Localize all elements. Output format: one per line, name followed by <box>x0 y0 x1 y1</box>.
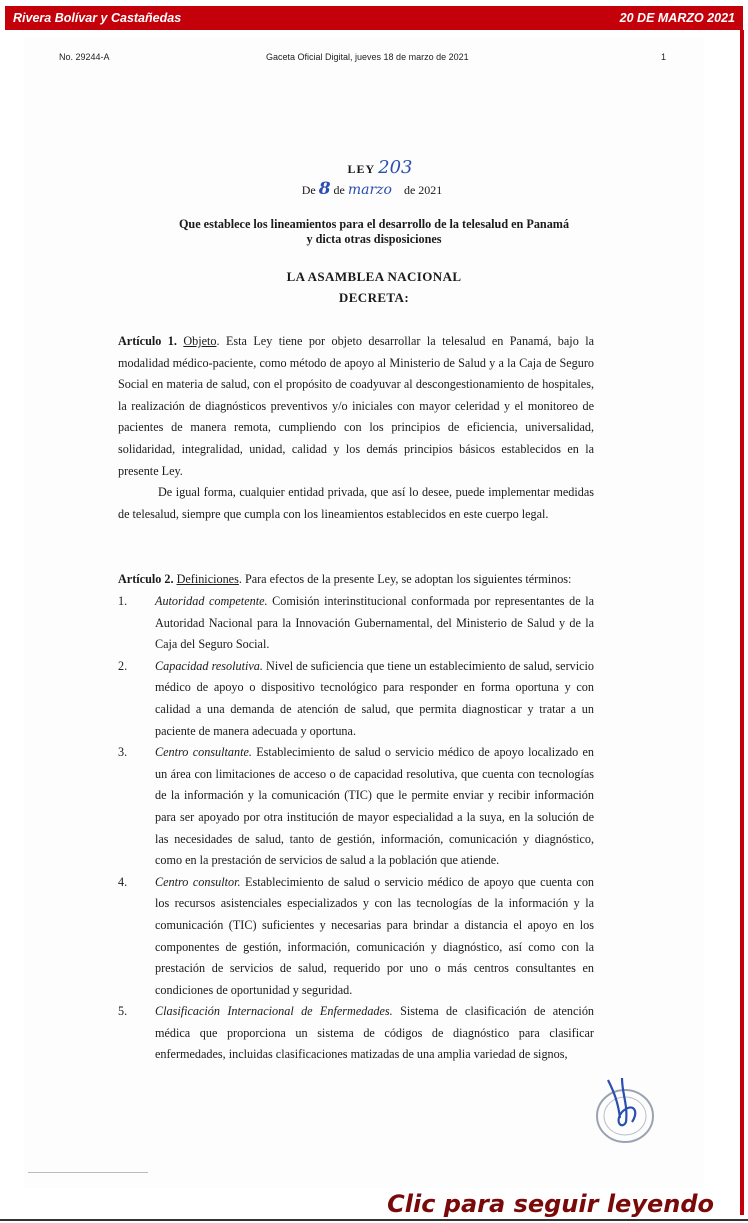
definition-item <box>118 1001 594 1066</box>
item-number: 5. <box>118 1004 128 1019</box>
item-text: Sistema de clasificación de atención médica que proporciona un sistema de códigos de diagnóstico para clasificar enfermedades, incluidas clasificaciones matizadas de una amplia variedad de signos, <box>155 1004 595 1062</box>
footer-rule <box>28 1172 148 1173</box>
definition-item <box>118 872 594 1002</box>
law-day: 8 <box>318 179 331 199</box>
item-term: Centro consultante. <box>155 745 252 760</box>
item-text: Comisión interinstitucional conformada por representantes de la Autoridad Nacional para la Innovación Gubernamental, del Ministerio de Salud y de la Caja del Seguro Social. <box>155 594 594 652</box>
item-text: Establecimiento de salud o servicio médico de apoyo que cuenta con los recursos asistenciales especializados y con las tecnologías de la información y la comunicación (TIC) suficientes y necesarias para brindar a distancia el apoyo en los componentes de gestión, información, comunicación y diagnóstico, así como con la prestación de servicios de salud, requerido por uno o más centros consultantes en condiciones de oportunidad y seguridad. <box>155 874 595 997</box>
gazette-number: No. 29244-A <box>59 52 110 62</box>
official-seal-icon <box>592 1072 658 1146</box>
banner-date: 20 DE MARZO 2021 <box>619 11 735 25</box>
item-number: 2. <box>118 658 128 673</box>
date-de: de <box>333 183 345 197</box>
assembly-line-2: DECRETA: <box>338 290 410 305</box>
article-2-text: . Para efectos de la presente Ley, se adoptan los siguientes términos: <box>238 572 572 586</box>
definition-item <box>118 742 594 872</box>
article-1-label: Artículo 1. <box>118 334 177 348</box>
article-1-text: . Esta Ley tiene por objeto desarrollar la telesalud en Panamá, bajo la modalidad médico-paciente, como método de apoyo al Ministerio de Salud y a la Caja de Seguro Social en materia de salud, con el propósito de coadyuvar al descongestionamiento de hospitales, la realización de diagnósticos preventivos y/o iniciales con mayor celeridad y el monitoreo de pacientes de manera remota, cumpliendo con los principios de eficiencia, universalidad, solidaridad, integralidad, unidad, calidad y los demás principios básicos establecidos en la presente Ley. <box>118 334 595 478</box>
article-2-intro <box>118 569 594 591</box>
assembly-heading <box>0 266 748 308</box>
law-number: 203 <box>378 157 413 178</box>
subject-line-2: y dicta otras disposiciones <box>306 232 442 246</box>
item-term: Capacidad resolutiva. <box>155 658 263 673</box>
read-more-link[interactable]: Clic para seguir leyendo <box>387 1190 714 1218</box>
item-term: Centro consultor. <box>155 874 241 889</box>
item-text: Establecimiento de salud o servicio médico de apoyo localizado en un área con limitaciones de acceso o de capacidad resolutiva, que cuenta con tecnologías de la información y la comunicación (TIC) que le permite enviar y recibir información para ser apoyado por otra institución de mayor especialidad a la suya, en la solución de las necesidades de salud, tanto de gestión, información, comunicación y diagnóstico, como en la prestación de servicios de salud a la población que atiende. <box>155 745 594 868</box>
item-number: 4. <box>118 874 128 889</box>
item-number: 3. <box>118 745 128 760</box>
article-1-heading: Objeto <box>183 334 217 348</box>
page-number: 1 <box>661 52 667 62</box>
law-subject <box>0 217 748 247</box>
article-1-paragraph-2: De igual forma, cualquier entidad privada, que así lo desee, puede implementar medidas de telesalud, siempre que cumpla con los lineamientos establecidos en este cuerpo legal. <box>118 485 594 521</box>
gazette-title: Gaceta Oficial Digital, jueves 18 de marzo de 2021 <box>266 52 469 62</box>
item-text: Nivel de suficiencia que tiene un establecimiento de salud, servicio médico de apoyo o dispositivo tecnológico para responder en forma oportuna y con calidad a una demanda de atención de salud, que permita diagnosticar y tratar a un paciente de manera adecuada y oportuna. <box>155 658 595 738</box>
article-2-label: Artículo 2. <box>118 572 174 586</box>
definition-item <box>118 591 594 656</box>
item-term: Clasificación Internacional de Enfermedades. <box>155 1004 393 1019</box>
right-border <box>740 30 744 1215</box>
newspaper-banner <box>5 6 743 30</box>
assembly-line-1: LA ASAMBLEA NACIONAL <box>286 269 462 284</box>
item-number: 1. <box>118 594 128 608</box>
subject-line-1: Que establece los lineamientos para el desarrollo de la telesalud en Panamá <box>178 217 570 231</box>
law-year: de 2021 <box>403 183 443 197</box>
law-month: marzo <box>347 182 392 198</box>
article-2-heading: Definiciones <box>176 572 239 586</box>
bottom-border <box>0 1219 748 1221</box>
law-label: LEY <box>347 162 376 176</box>
definition-item <box>118 656 594 742</box>
definitions-list <box>118 591 594 1066</box>
law-title <box>0 158 748 200</box>
article-1 <box>118 331 594 525</box>
banner-source: Rivera Bolívar y Castañedas <box>13 11 182 25</box>
date-prefix: De <box>301 183 316 197</box>
item-term: Autoridad competente. <box>155 594 268 608</box>
